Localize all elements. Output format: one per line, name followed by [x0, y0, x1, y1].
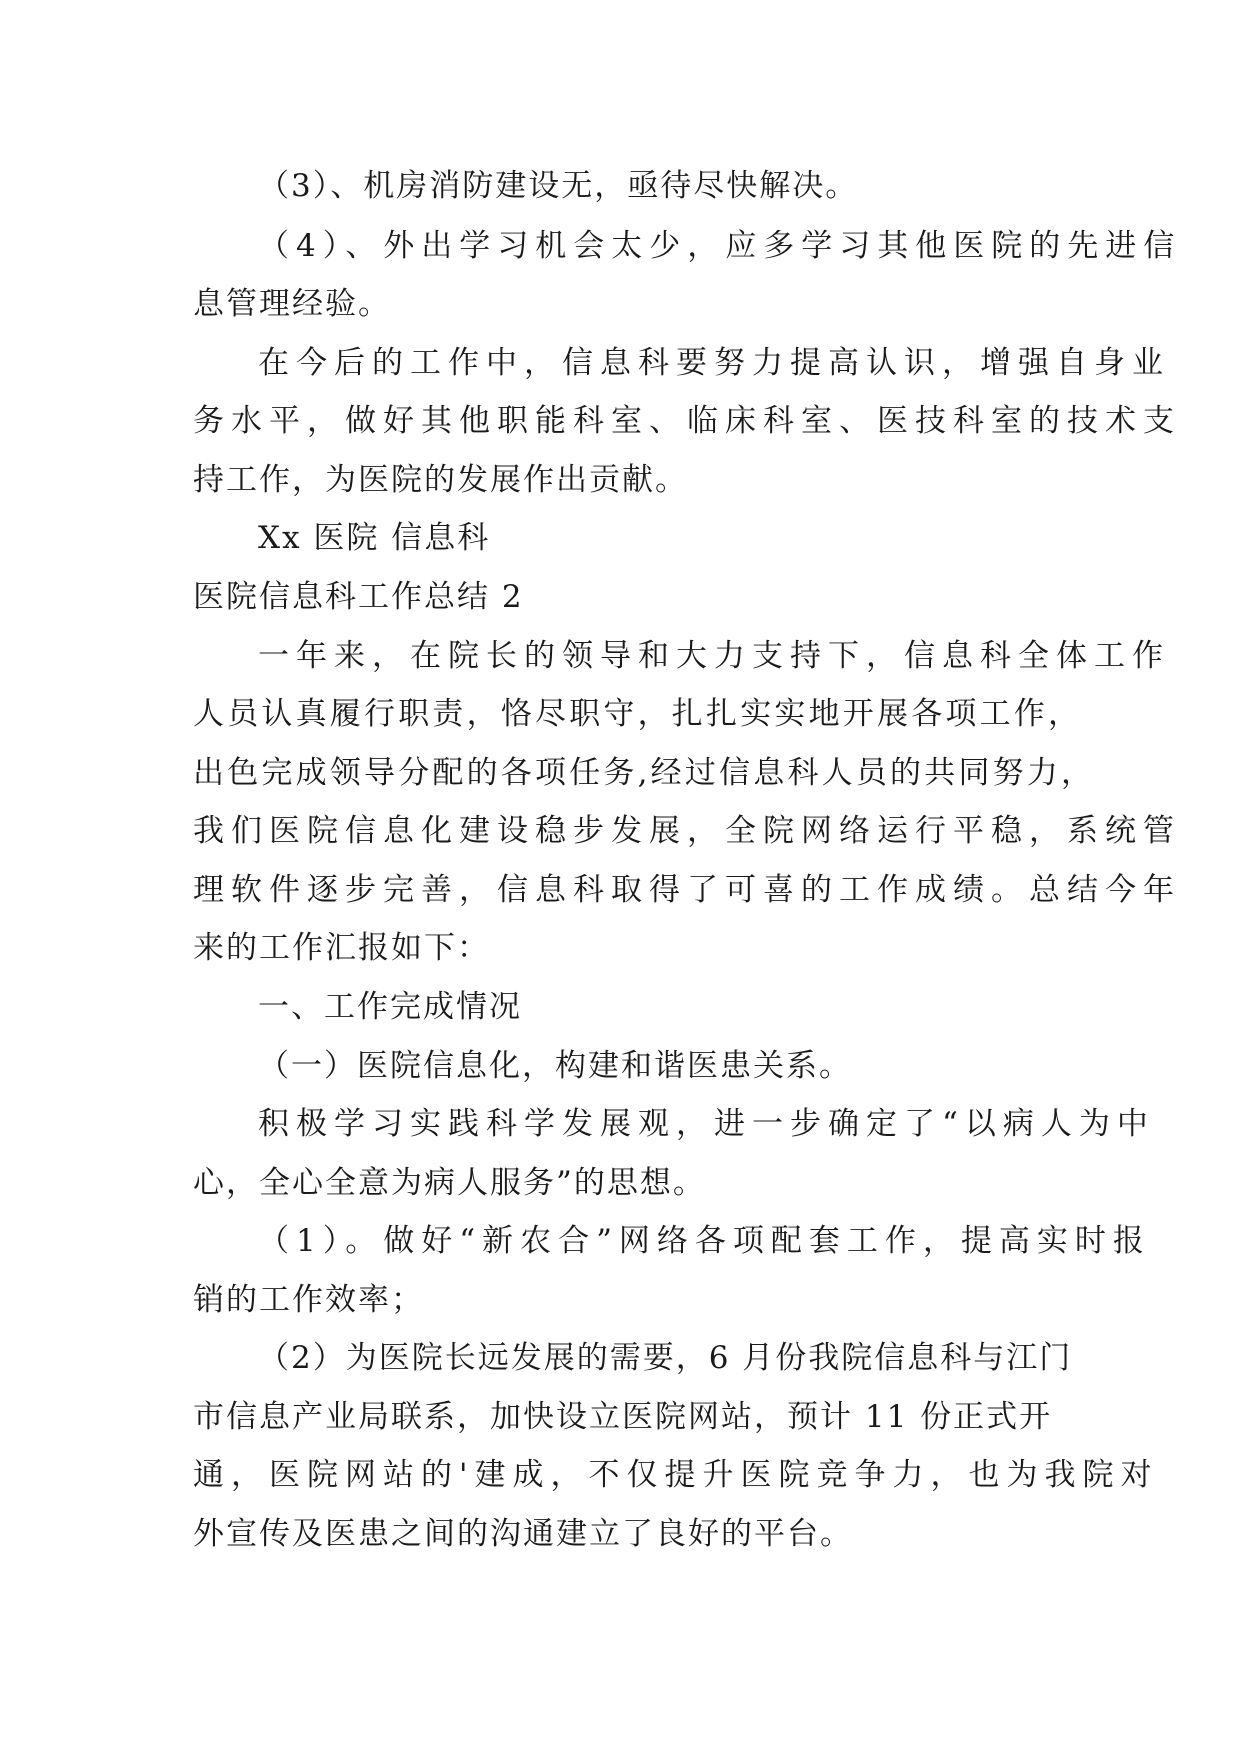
item-2-line-2: 市信息产业局联系，加快设立医院网站，预计 11 份正式开 — [193, 1399, 1053, 1435]
item-2-line-1: （2）为医院长远发展的需要，6 月份我院信息科与江门 — [258, 1340, 1073, 1376]
heading-section-1: 一、工作完成情况 — [258, 989, 522, 1025]
practice-paragraph-line-2: 心，全心全意为病人服务”的思想。 — [193, 1165, 706, 1201]
intro-paragraph-line-3: 出色完成领导分配的各项任务,经过信息科人员的共同努力， — [193, 755, 1096, 791]
paragraph-item-4-line-2: 息管理经验。 — [193, 286, 391, 322]
practice-paragraph-line-1: 积极学习实践科学发展观，进一步确定了“以病人为中 — [258, 1106, 1155, 1142]
intro-paragraph-line-5: 理软件逐步完善，信息科取得了可喜的工作成绩。总结今年 — [193, 872, 1181, 908]
signature-line: Xx 医院 信息科 — [258, 520, 491, 556]
item-1-line-1: （1）。做好“新农合”网络各项配套工作，提高实时报 — [258, 1223, 1151, 1259]
intro-paragraph-line-1: 一年来，在院长的领导和大力支持下，信息科全体工作 — [258, 638, 1170, 674]
intro-paragraph-line-2: 人员认真履行职责，恪尽职守，扎扎实实地开展各项工作， — [193, 696, 1083, 732]
heading-subsection-1: （一）医院信息化，构建和谐医患关系。 — [258, 1048, 852, 1084]
intro-paragraph-line-4: 我们医院信息化建设稳步发展，全院网络运行平稳，系统管 — [193, 813, 1181, 849]
closing-paragraph-line-1: 在今后的工作中，信息科要努力提高认识，增强自身业 — [258, 345, 1170, 381]
closing-paragraph-line-3: 持工作，为医院的发展作出贡献。 — [193, 462, 688, 498]
item-1-line-2: 销的工作效率； — [193, 1282, 424, 1318]
paragraph-item-3: （3）、机房消防建设无，亟待尽快解决。 — [258, 168, 859, 204]
intro-paragraph-line-6: 来的工作汇报如下： — [193, 930, 490, 966]
section-title: 医院信息科工作总结 2 — [193, 579, 524, 615]
item-2-line-4: 外宣传及医患之间的沟通建立了良好的平台。 — [193, 1516, 853, 1552]
closing-paragraph-line-2: 务水平，做好其他职能科室、临床科室、医技科室的技术支 — [193, 403, 1181, 439]
paragraph-item-4-line-1: （4）、外出学习机会太少，应多学习其他医院的先进信 — [258, 228, 1182, 264]
item-2-line-3: 通，医院网站的'建成，不仅提升医院竞争力，也为我院对 — [193, 1457, 1159, 1493]
